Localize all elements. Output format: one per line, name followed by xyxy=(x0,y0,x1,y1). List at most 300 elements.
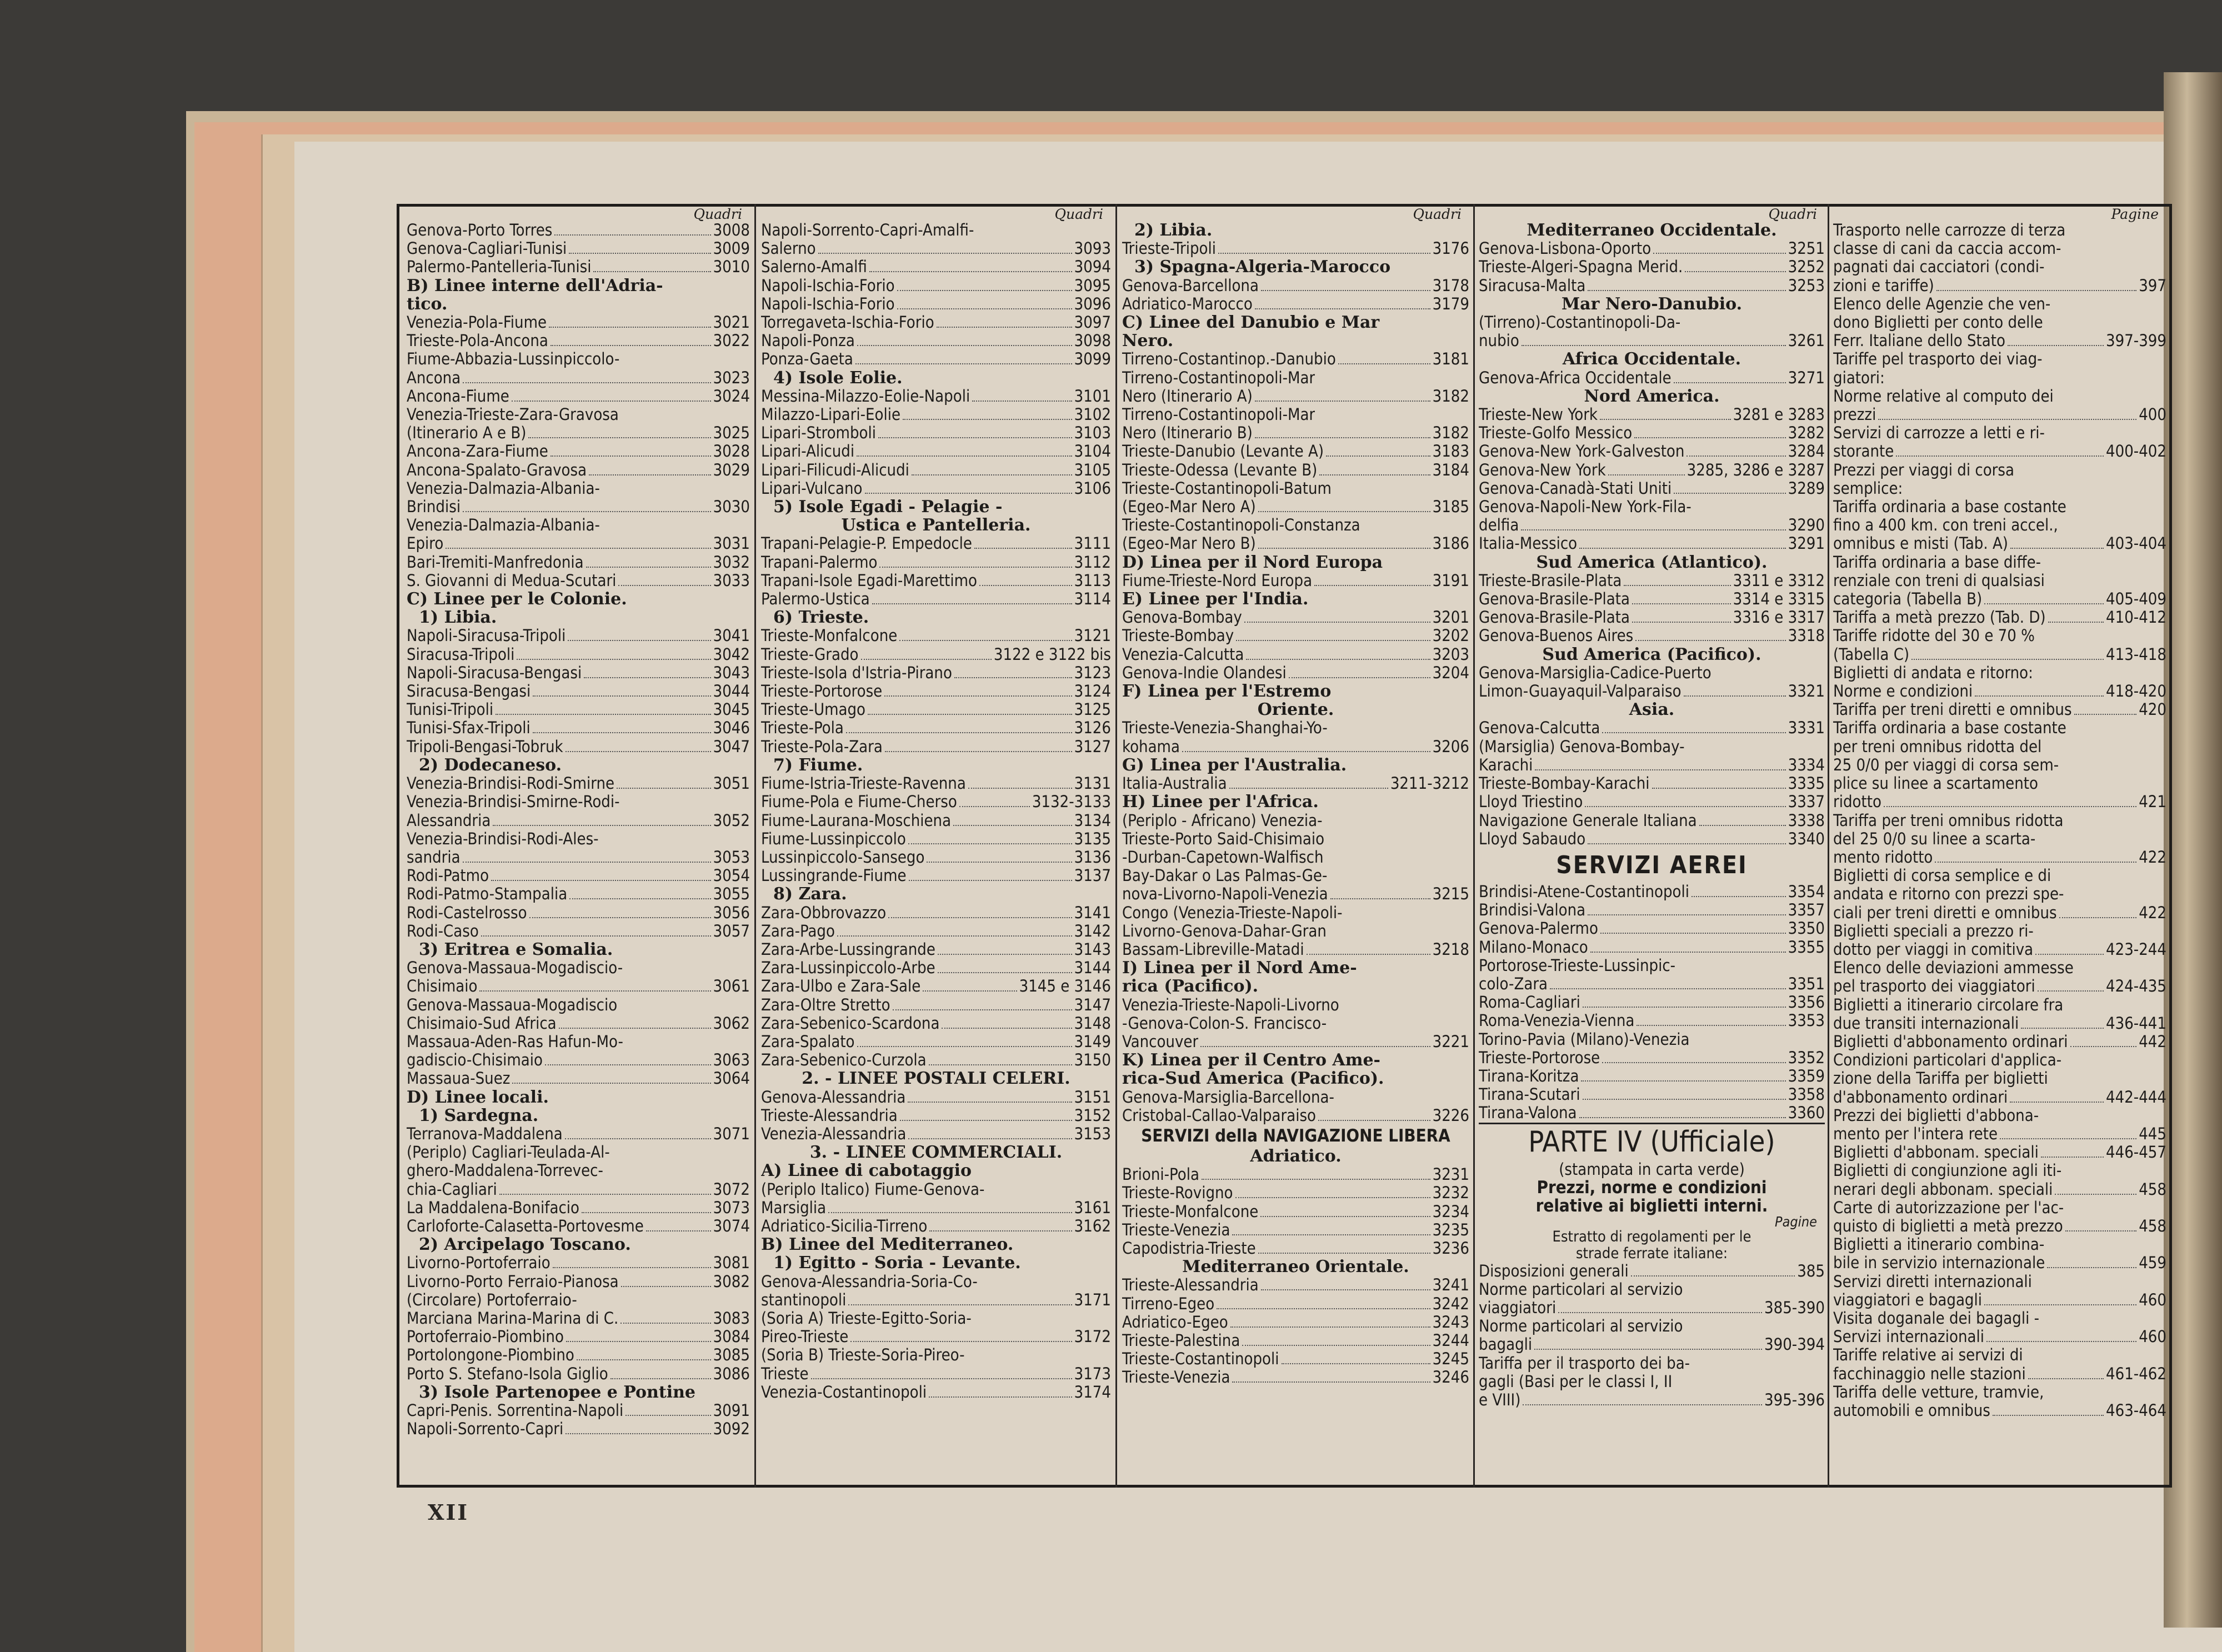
index-entry xyxy=(1122,885,1469,903)
section-heading: Nero. xyxy=(1122,332,1174,351)
index-entry xyxy=(1122,1239,1469,1258)
entry-number: 3321 xyxy=(1788,682,1825,701)
leader-dots xyxy=(869,271,1072,272)
entry-number: 3084 xyxy=(713,1327,750,1346)
entry-number: 3101 xyxy=(1074,386,1111,406)
entry-number: 3031 xyxy=(713,534,750,553)
index-entry xyxy=(1479,664,1825,682)
index-entry xyxy=(761,442,1111,460)
leader-dots xyxy=(1652,788,1786,789)
index-entry xyxy=(1833,424,2166,442)
index-entry xyxy=(1122,424,1469,442)
section-heading: B) Linee del Mediterraneo. xyxy=(761,1235,1014,1254)
entry-number: 3052 xyxy=(713,810,750,830)
entry-number: 3086 xyxy=(713,1364,750,1383)
entry-number: 460 xyxy=(2139,1327,2166,1346)
entry-label: Trieste-Palestina xyxy=(1122,1331,1240,1350)
entry-label: semplice: xyxy=(1833,479,1903,498)
entry-label: Zara-Oltre Stretto xyxy=(761,995,890,1014)
index-entry xyxy=(1479,461,1825,479)
entry-number: 3185 xyxy=(1432,497,1469,517)
entry-label: Adriatico-Sicilia-Tirreno xyxy=(761,1217,928,1235)
entry-number: 3340 xyxy=(1788,829,1825,848)
index-entry xyxy=(1833,664,2166,682)
entry-label: Trieste xyxy=(761,1364,809,1383)
leader-dots xyxy=(620,1323,710,1324)
index-entry xyxy=(761,277,1111,295)
leader-dots xyxy=(885,751,1072,752)
index-entry xyxy=(1479,534,1825,553)
entry-label: Portolongone-Piombino xyxy=(407,1346,574,1365)
index-entry xyxy=(407,1346,750,1364)
leader-dots xyxy=(646,1230,711,1232)
column-header: Quadri xyxy=(1768,208,1817,222)
index-entry xyxy=(407,830,750,848)
entry-label: colo-Zara xyxy=(1479,974,1548,993)
leader-dots xyxy=(533,695,710,697)
index-entry xyxy=(761,959,1111,977)
index-entry xyxy=(1833,461,2166,479)
entry-label: Trieste-Costantinopoli-Constanza xyxy=(1122,516,1360,535)
leader-dots xyxy=(1632,622,1731,623)
leader-dots xyxy=(1289,677,1430,678)
entry-label: Ponza-Gaeta xyxy=(761,350,853,369)
index-entry xyxy=(1833,516,2166,534)
leader-dots xyxy=(2038,990,2104,992)
entry-number: 3137 xyxy=(1074,866,1111,885)
index-entry xyxy=(1122,498,1469,516)
index-entry xyxy=(761,812,1111,830)
leader-dots xyxy=(1635,640,1785,641)
entry-label: Genova-Brasile-Plata xyxy=(1479,608,1630,627)
leader-dots xyxy=(828,1212,1072,1213)
index-entry xyxy=(407,572,750,590)
leader-dots xyxy=(610,1378,711,1379)
entry-number: 3334 xyxy=(1788,755,1825,774)
entry-number: 3132-3133 xyxy=(1032,792,1111,812)
entry-label: gagli (Basi per le classi I, II xyxy=(1479,1372,1673,1391)
index-entry xyxy=(1479,812,1825,830)
entry-label: Trieste-Pola-Zara xyxy=(761,737,883,756)
entry-label: Brindisi xyxy=(407,498,461,517)
index-entry xyxy=(761,830,1111,848)
entry-label: (Periplo) Cagliari-Teulada-Al- xyxy=(407,1143,610,1162)
entry-number: 3183 xyxy=(1432,442,1469,461)
leader-dots xyxy=(1588,843,1785,844)
entry-number: 3083 xyxy=(713,1308,750,1328)
entry-label: Trieste-Algeri-Spagna Merid. xyxy=(1479,258,1683,277)
index-entry xyxy=(1479,756,1825,774)
index-entry xyxy=(1122,996,1469,1014)
entry-number: 3182 xyxy=(1432,386,1469,406)
index-entry xyxy=(407,553,750,572)
index-entry xyxy=(761,332,1111,350)
entry-label: Trieste-Costantinopoli xyxy=(1122,1350,1279,1369)
leader-dots xyxy=(1550,988,1786,989)
leader-dots xyxy=(463,382,710,383)
leader-dots xyxy=(618,585,710,586)
entry-number: 3290 xyxy=(1788,515,1825,535)
entry-label: pel trasporto dei viaggiatori xyxy=(1833,977,2035,996)
entry-label: (Egeo-Mar Nero B) xyxy=(1122,534,1256,553)
entry-number: 3098 xyxy=(1074,331,1111,351)
index-entry xyxy=(407,1125,750,1143)
section-heading: F) Linea per l'Estremo xyxy=(1122,682,1332,701)
index-entry xyxy=(1479,901,1825,919)
index-entry xyxy=(407,774,750,793)
entry-label: Zara-Pago xyxy=(761,922,835,940)
entry-number: 3186 xyxy=(1432,534,1469,553)
index-entry xyxy=(1479,1085,1825,1104)
entry-label: dono Biglietti per conto delle xyxy=(1833,313,2043,332)
entry-label: Fiume-Laurana-Moschiena xyxy=(761,811,952,830)
entry-label: Trieste-Bombay-Karachi xyxy=(1479,774,1650,793)
section-heading: A) Linee di cabotaggio xyxy=(761,1162,972,1180)
entry-label: Servizi di carrozze a letti e ri- xyxy=(1833,424,2045,443)
entry-label: prezzi xyxy=(1833,406,1876,424)
leader-dots xyxy=(584,677,710,678)
entry-label: Ancona xyxy=(407,368,461,387)
entry-label: Milano-Monaco xyxy=(1479,938,1588,957)
entry-label: ridotto xyxy=(1833,793,1881,812)
index-entry xyxy=(407,885,750,903)
index-entry xyxy=(1122,1014,1469,1033)
entry-label: La Maddalena-Bonifacio xyxy=(407,1198,579,1217)
entry-label: Genova-Indie Olandesi xyxy=(1122,663,1287,682)
index-entry xyxy=(1833,812,2166,830)
leader-dots xyxy=(1685,271,1785,272)
index-entry xyxy=(1479,1012,1825,1030)
subsection-heading: 3) Spagna-Algeria-Marocco xyxy=(1134,258,1391,277)
entry-number: 3055 xyxy=(713,884,750,904)
index-entry xyxy=(407,867,750,885)
entry-number: 3125 xyxy=(1074,700,1111,719)
index-entry xyxy=(761,904,1111,922)
leader-dots xyxy=(1634,437,1785,438)
leader-dots xyxy=(1307,954,1430,955)
services-title: SERVIZI AEREI xyxy=(1556,850,1748,879)
entry-number: 3226 xyxy=(1432,1105,1469,1125)
entry-label: zioni e tariffe) xyxy=(1833,276,1934,295)
index-entry xyxy=(1479,516,1825,534)
leader-dots xyxy=(1684,695,1786,697)
index-entry xyxy=(407,442,750,460)
index-entry xyxy=(1833,590,2166,608)
leader-dots xyxy=(463,511,711,512)
entry-label: Genova-Lisbona-Oporto xyxy=(1479,239,1652,258)
entry-number: 3124 xyxy=(1074,682,1111,701)
index-entry xyxy=(1479,424,1825,442)
index-entry xyxy=(761,867,1111,885)
index-entry xyxy=(407,1162,750,1180)
entry-number: 3357 xyxy=(1788,900,1825,920)
index-entry xyxy=(1833,1346,2166,1364)
entry-label: Genova-Porto Torres xyxy=(407,221,553,239)
entry-label: mento ridotto xyxy=(1833,848,1933,867)
leader-dots xyxy=(2047,1267,2136,1268)
entry-label: Trieste-Rovigno xyxy=(1122,1184,1233,1203)
leader-dots xyxy=(1326,455,1430,457)
entry-label: Lipari-Stromboli xyxy=(761,424,876,443)
index-entry xyxy=(1833,682,2166,700)
subsection-heading: 6) Trieste. xyxy=(773,608,869,627)
index-entry xyxy=(1122,940,1469,959)
entry-number: 3021 xyxy=(713,313,750,332)
entry-label: classe di cani da caccia accom- xyxy=(1833,239,2061,258)
leader-dots xyxy=(1590,952,1786,953)
index-entry xyxy=(407,516,750,534)
index-entry xyxy=(1479,406,1825,424)
entry-number: 397 xyxy=(2139,276,2166,295)
entry-label: Trieste-Venezia-Shanghai-Yo- xyxy=(1122,719,1328,738)
index-entry xyxy=(407,1033,750,1051)
entry-label: Brioni-Pola xyxy=(1122,1165,1199,1184)
entry-label: Genova-Barcellona xyxy=(1122,276,1259,295)
index-entry xyxy=(407,221,750,239)
leader-dots xyxy=(1260,1216,1430,1217)
leader-dots xyxy=(942,1028,1072,1029)
index-entry xyxy=(761,1125,1111,1143)
leader-dots xyxy=(2065,1230,2136,1232)
entry-number: 423-244 xyxy=(2106,939,2166,959)
index-entry xyxy=(407,848,750,867)
entry-label: plice su linee a scartamento xyxy=(1833,774,2038,793)
index-entry xyxy=(1833,553,2166,572)
entry-number: 3353 xyxy=(1788,1011,1825,1030)
entry-label: Venezia-Pola-Fiume xyxy=(407,313,547,332)
entry-label: Trieste-Odessa (Levante B) xyxy=(1122,460,1318,479)
entry-label: Congo (Venezia-Trieste-Napoli- xyxy=(1122,903,1343,922)
index-entry xyxy=(407,959,750,977)
entry-number: 3064 xyxy=(713,1069,750,1088)
index-entry xyxy=(407,1291,750,1309)
entry-number: 3135 xyxy=(1074,829,1111,848)
entry-number: 3123 xyxy=(1074,663,1111,682)
entry-number: 3145 e 3146 xyxy=(1019,977,1111,996)
index-entry xyxy=(1479,1299,1825,1317)
leader-dots xyxy=(878,437,1072,438)
entry-label: storante xyxy=(1833,442,1894,461)
index-entry xyxy=(761,1014,1111,1033)
entry-label: per treni omnibus ridotta del xyxy=(1833,737,2042,756)
entry-label: Tariffe pel trasporto dei viag- xyxy=(1833,350,2043,369)
leader-dots xyxy=(2008,345,2104,346)
entry-label: Capri-Penis. Sorrentina-Napoli xyxy=(407,1401,624,1420)
index-entry xyxy=(407,682,750,700)
entry-number: 3030 xyxy=(713,497,750,517)
entry-number: 3062 xyxy=(713,1013,750,1033)
index-entry xyxy=(407,1254,750,1272)
index-entry xyxy=(1122,1313,1469,1331)
entry-number: 3179 xyxy=(1432,294,1469,313)
column-header: Pagine xyxy=(2111,208,2159,222)
entry-label: Torino-Pavia (Milano)-Venezia xyxy=(1479,1030,1690,1049)
entry-number: 3044 xyxy=(713,682,750,701)
index-entry xyxy=(1833,830,2166,848)
leader-dots xyxy=(1699,825,1786,826)
leader-dots xyxy=(2070,1046,2137,1047)
entry-label: Fiume-Abbazia-Lussinpiccolo- xyxy=(407,350,620,369)
entry-label: Massaua-Aden-Ras Hafun-Mo- xyxy=(407,1032,623,1051)
entry-label: Roma-Venezia-Vienna xyxy=(1479,1012,1635,1030)
index-entry xyxy=(1833,1273,2166,1291)
entry-label: (Itinerario A e B) xyxy=(407,424,527,443)
entry-number: 3042 xyxy=(713,644,750,664)
entry-number: 385-390 xyxy=(1764,1298,1825,1317)
entry-label: stantinopoli xyxy=(761,1290,847,1309)
entry-label: Trieste-Portorose xyxy=(761,682,883,701)
column-header: Quadri xyxy=(1413,208,1462,222)
leader-dots xyxy=(1522,345,1786,346)
entry-label: Lipari-Filicudi-Alicudi xyxy=(761,460,909,479)
entry-label: Venezia-Alessandria xyxy=(761,1124,907,1143)
entry-number: 3215 xyxy=(1432,884,1469,904)
entry-number: 422 xyxy=(2139,903,2166,922)
centered-heading: Africa Occidentale. xyxy=(1562,350,1741,369)
entry-number: 3046 xyxy=(713,718,750,738)
services-subtitle: SERVIZI della NAVIGAZIONE LIBERA xyxy=(1141,1125,1450,1146)
entry-label: omnibus e misti (Tab. A) xyxy=(1833,534,2008,553)
leader-dots xyxy=(923,990,1017,992)
entry-number: 3096 xyxy=(1074,294,1111,313)
leader-dots xyxy=(937,327,1072,328)
entry-label: Marciana Marina-Marina di C. xyxy=(407,1309,619,1328)
entry-label: (Marsiglia) Genova-Bombay- xyxy=(1479,737,1685,756)
index-entry xyxy=(1833,258,2166,276)
leader-dots xyxy=(463,862,711,863)
entry-number: 3206 xyxy=(1432,737,1469,756)
entry-number: 3095 xyxy=(1074,276,1111,295)
index-entry xyxy=(1122,1033,1469,1051)
index-entry xyxy=(1833,1143,2166,1162)
entry-number: 3148 xyxy=(1074,1013,1111,1033)
index-column-4 xyxy=(1479,208,1825,1484)
entry-number: 3152 xyxy=(1074,1105,1111,1125)
leader-dots xyxy=(903,419,1072,420)
index-entry xyxy=(1833,1125,2166,1143)
leader-dots xyxy=(1235,1197,1430,1198)
entry-label: Napoli-Siracusa-Bengasi xyxy=(407,663,582,682)
entry-label: Servizi internazionali xyxy=(1833,1328,1984,1346)
entry-label: Limon-Guayaquil-Valparaiso xyxy=(1479,682,1681,701)
leader-dots xyxy=(1579,548,1785,549)
leader-dots xyxy=(1608,474,1685,475)
index-entry xyxy=(761,221,1111,239)
index-entry xyxy=(761,793,1111,811)
entry-label: Servizi diretti internazionali xyxy=(1833,1272,2032,1291)
entry-label: Tunisi-Sfax-Tripoli xyxy=(407,719,531,738)
entry-label: Tariffa delle vetture, tramvie, xyxy=(1833,1383,2044,1401)
entry-number: 3358 xyxy=(1788,1085,1825,1104)
entry-label: due transiti internazionali xyxy=(1833,1014,2019,1033)
index-entry xyxy=(761,645,1111,664)
index-entry xyxy=(407,1199,750,1217)
index-entry xyxy=(1479,1067,1825,1085)
entry-number: 3337 xyxy=(1788,792,1825,812)
leader-dots xyxy=(2048,622,2104,623)
entry-label: Trieste-Isola d'Istria-Pirano xyxy=(761,663,952,682)
entry-label: Biglietti d'abbonam. speciali xyxy=(1833,1143,2039,1162)
leader-dots xyxy=(1558,1312,1762,1313)
entry-label: Genova-Massaua-Mogadiscio xyxy=(407,995,618,1014)
leader-dots xyxy=(908,843,1072,844)
leader-dots xyxy=(496,714,710,715)
index-entry xyxy=(761,940,1111,959)
entry-label: Venezia-Trieste-Napoli-Livorno xyxy=(1122,995,1339,1014)
entry-number: 3242 xyxy=(1432,1294,1469,1313)
entry-label: Tariffa ordinaria a base diffe- xyxy=(1833,553,2041,572)
entry-label: (Circolare) Portoferraio- xyxy=(407,1290,577,1309)
index-entry xyxy=(1833,719,2166,737)
entry-label: Genova-Canadà-Stati Uniti xyxy=(1479,479,1672,498)
entry-number: 3234 xyxy=(1432,1202,1469,1221)
entry-number: 3173 xyxy=(1074,1364,1111,1383)
entry-label: Ancona-Spalato-Gravosa xyxy=(407,460,587,479)
entry-label: (Tirreno)-Costantinopoli-Da- xyxy=(1479,313,1681,332)
entry-label: andata e ritorno con prezzi spe- xyxy=(1833,885,2064,904)
entry-label: d'abbonamento ordinari xyxy=(1833,1088,2008,1107)
entry-label: Napoli-Sorrento-Capri-Amalfi- xyxy=(761,221,974,239)
entry-label: Trapani-Palermo xyxy=(761,553,878,572)
entry-label: Trieste-Umago xyxy=(761,700,866,719)
index-entry xyxy=(1833,867,2166,885)
entry-label: Elenco delle deviazioni ammesse xyxy=(1833,959,2074,978)
entry-label: Rodi-Caso xyxy=(407,922,479,940)
section-heading: C) Linee del Danubio e Mar xyxy=(1122,313,1380,332)
entry-label: Lussingrande-Fiume xyxy=(761,867,907,885)
entry-number: 3360 xyxy=(1788,1103,1825,1123)
entry-label: pagnati dai cacciatori (condi- xyxy=(1833,258,2045,277)
index-entry xyxy=(1122,442,1469,460)
entry-number: 3041 xyxy=(713,626,750,645)
entry-label: Trieste-Venezia xyxy=(1122,1368,1230,1387)
index-entry xyxy=(1833,277,2166,295)
index-column-3 xyxy=(1122,208,1469,1484)
index-entry xyxy=(1833,534,2166,553)
leader-dots xyxy=(565,1433,710,1434)
entry-number: 3316 e 3317 xyxy=(1733,608,1825,627)
index-entry xyxy=(1833,1033,2166,1051)
index-entry xyxy=(761,664,1111,682)
entry-number: 395-396 xyxy=(1764,1390,1825,1409)
entry-number: 3172 xyxy=(1074,1327,1111,1346)
index-entry xyxy=(761,1217,1111,1235)
entry-number: 3171 xyxy=(1074,1290,1111,1309)
entry-label: Bari-Tremiti-Manfredonia xyxy=(407,553,584,572)
entry-number: 3085 xyxy=(713,1345,750,1365)
leader-dots xyxy=(848,1304,1072,1305)
index-entry xyxy=(761,387,1111,406)
entry-label: Tariffe relative ai servizi di xyxy=(1833,1346,2023,1365)
index-entry xyxy=(1833,922,2166,940)
leader-dots xyxy=(617,788,711,789)
entry-label: Trieste-Pola-Ancona xyxy=(407,332,548,351)
entry-label: kohama xyxy=(1122,737,1180,756)
entry-number: 3056 xyxy=(713,903,750,922)
entry-number: 3010 xyxy=(713,257,750,277)
index-entry xyxy=(407,1069,750,1088)
entry-label: Portorose-Trieste-Lussinpic- xyxy=(1479,956,1676,975)
book-spine-edge xyxy=(2164,72,2222,1628)
index-entry xyxy=(1479,1373,1825,1391)
index-entry xyxy=(761,922,1111,940)
index-entry xyxy=(407,664,750,682)
index-entry xyxy=(1122,848,1469,867)
leader-dots xyxy=(1878,419,2136,420)
index-entry xyxy=(1479,332,1825,350)
entry-label: Biglietti d'abbonamento ordinari xyxy=(1833,1032,2068,1051)
entry-label: Livorno-Portoferraio xyxy=(407,1254,551,1273)
